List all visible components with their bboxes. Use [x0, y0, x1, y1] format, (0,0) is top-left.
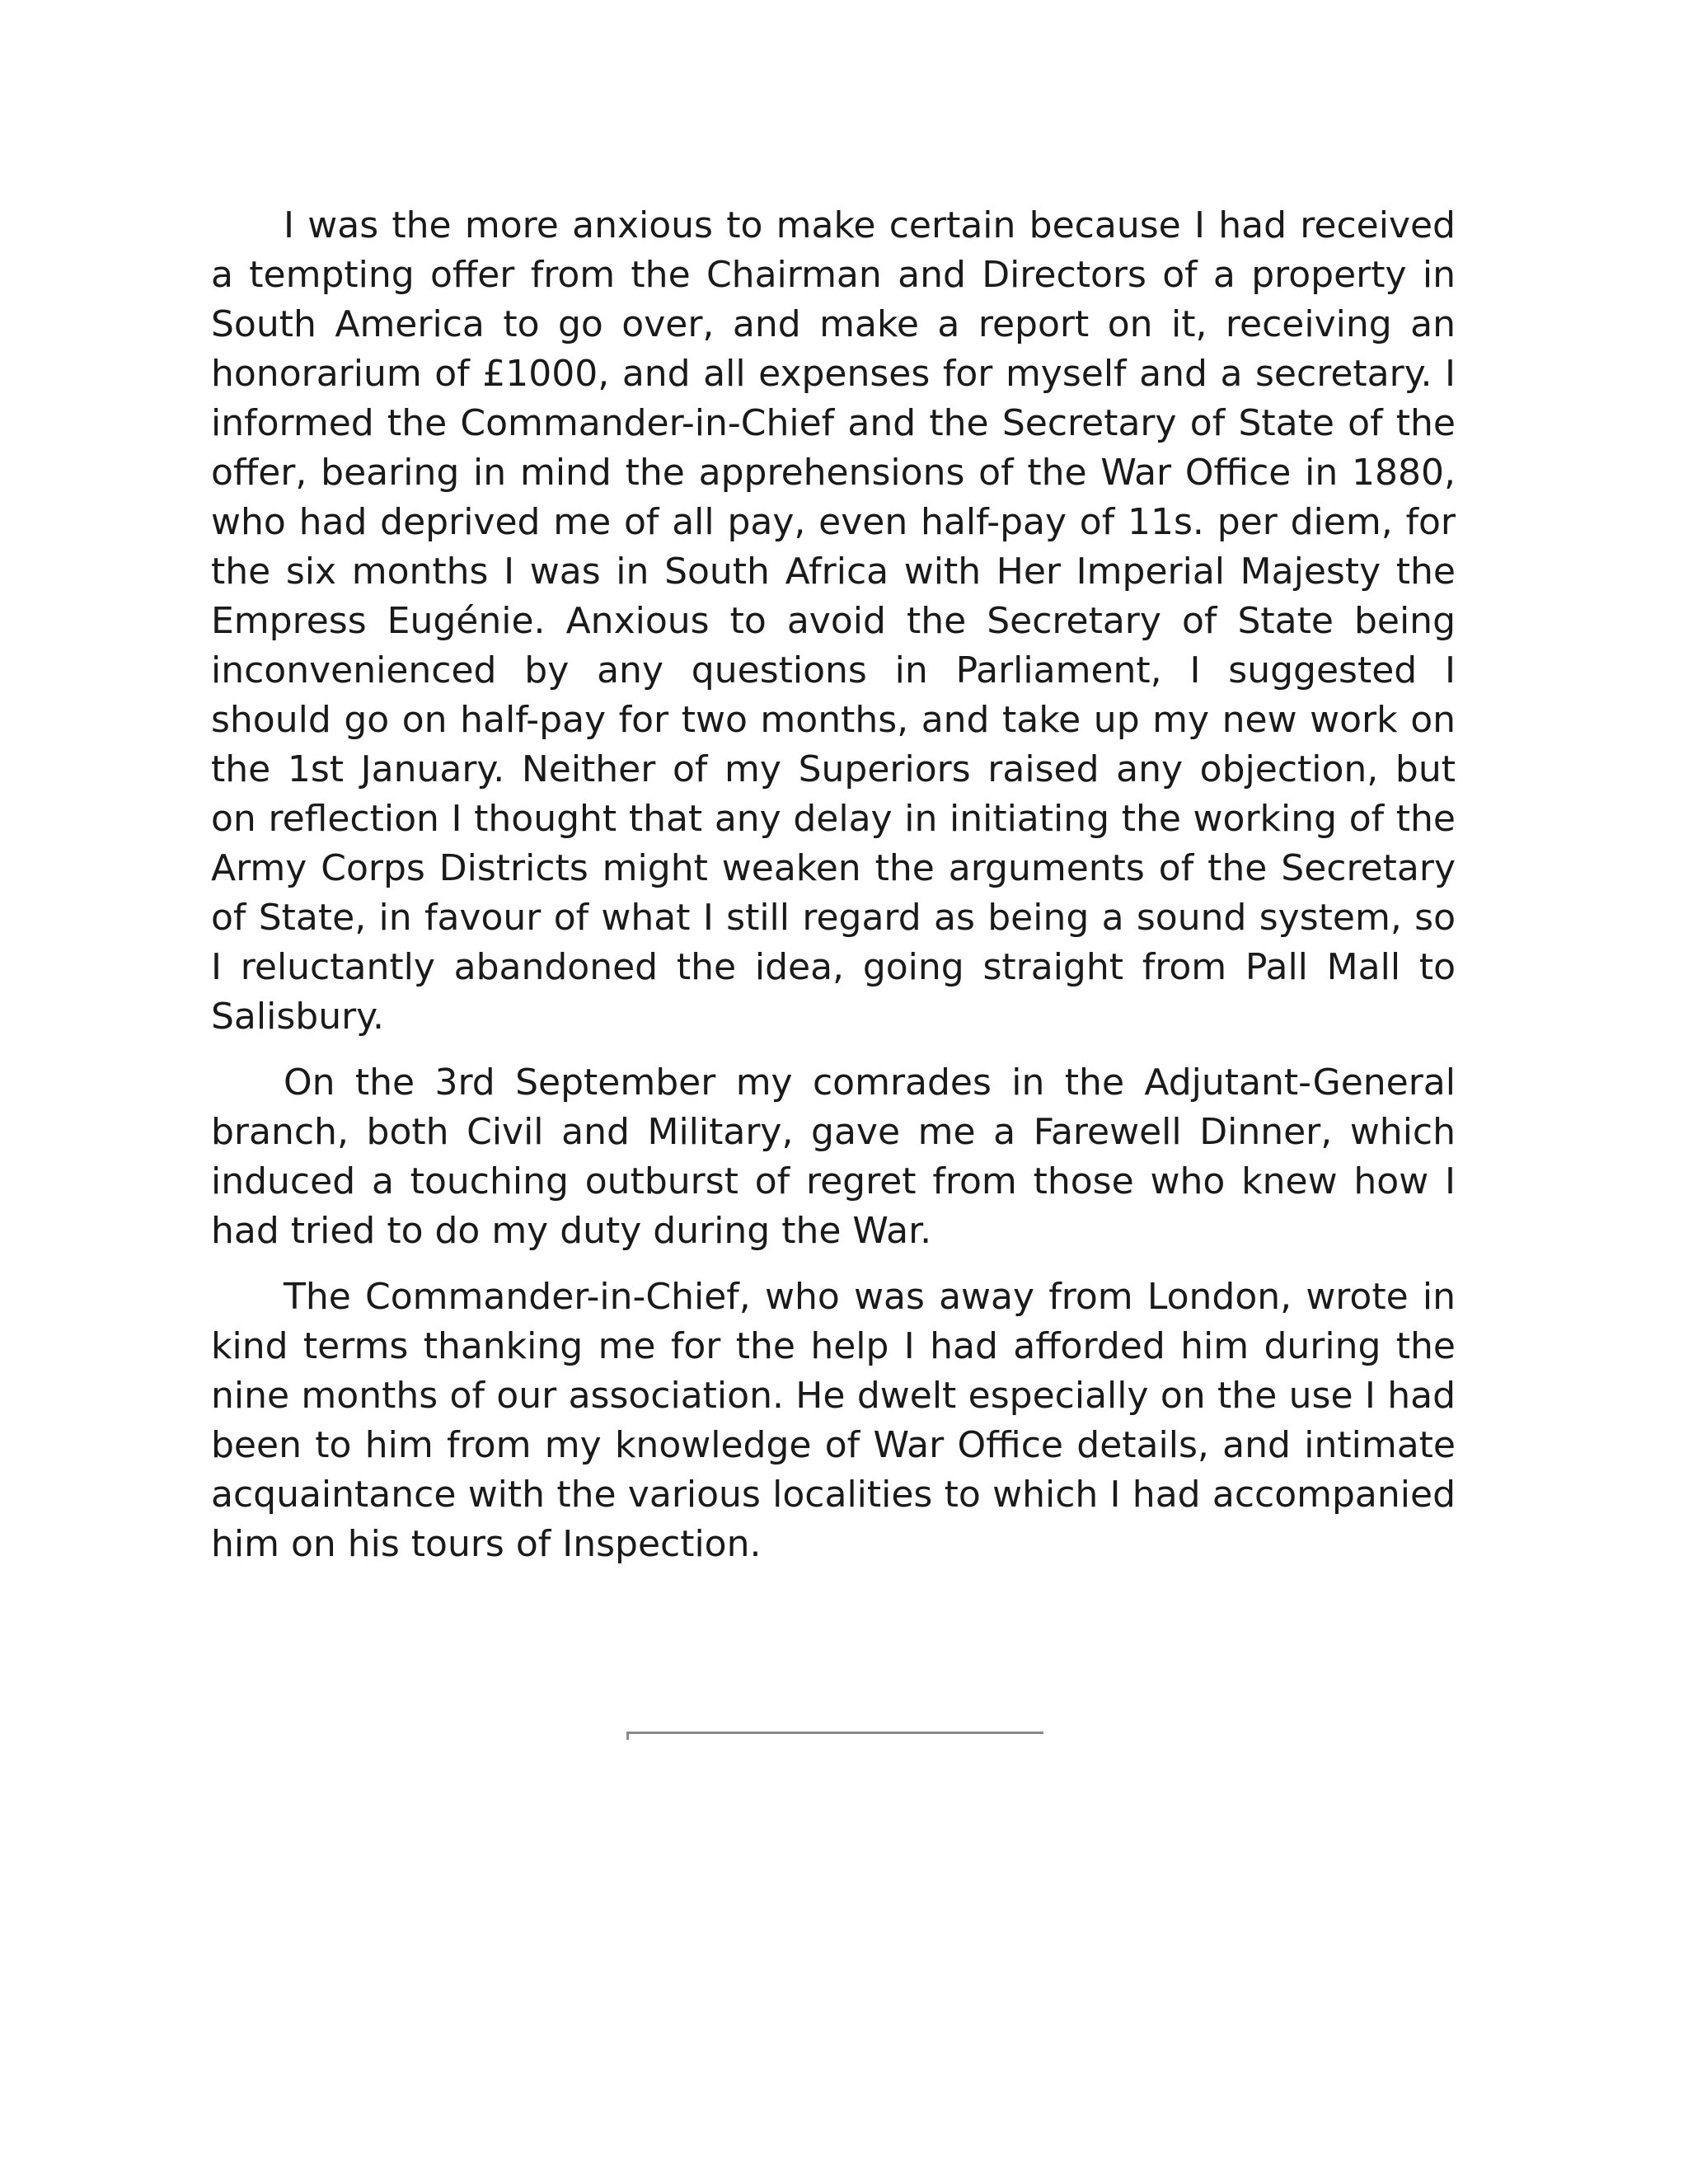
- body-text: [211, 201, 1456, 1569]
- paragraph-3: The Commander-in-Chief, who was away from London, wrote in kind terms thanking me for the help I had afforded him during the nine months of our association. He dwelt especially on the use I had been to him from my knowledge of War Office details, and intimate acquaintance with the various localities to which I had accompanied him on his tours of Inspection.: [211, 1276, 1456, 1565]
- paragraph-2: On the 3rd September my comrades in the Adjutant-General branch, both Civil and Military, gave me a Farewell Dinner, which induced a touching outburst of regret from those who knew how I had tried to do my duty during the War.: [211, 1062, 1456, 1252]
- section-separator-rule: [626, 1732, 1043, 1734]
- paragraph-1: I was the more anxious to make certain because I had received a tempting offer from the Chairman and Directors of a property in South America to go over, and make a report on it, receiving an honorarium of £1000, and all expenses for myself and a secretary. I informed the Commander-in-Chief and the Secretary of State of the offer, bearing in mind the apprehensions of the War Office in 1880, who had deprived me of all pay, even half-pay of 11s. per diem, for the six months I was in South Africa with Her Imperial Majesty the Empress Eugénie. Anxious to avoid the Secretary of State being inconvenienced by any questions in Parliament, I suggested I should go on half-pay for two months, and take up my new work on the 1st January. Neither of my Superiors raised any objection, but on reflection I thought that any delay in initiating the working of the Army Corps Districts might weaken the arguments of the Secretary of State, in favour of what I still regard as being a sound system, so I reluctantly abandoned the idea, going straight from Pall Mall to Salisbury.: [211, 204, 1456, 1038]
